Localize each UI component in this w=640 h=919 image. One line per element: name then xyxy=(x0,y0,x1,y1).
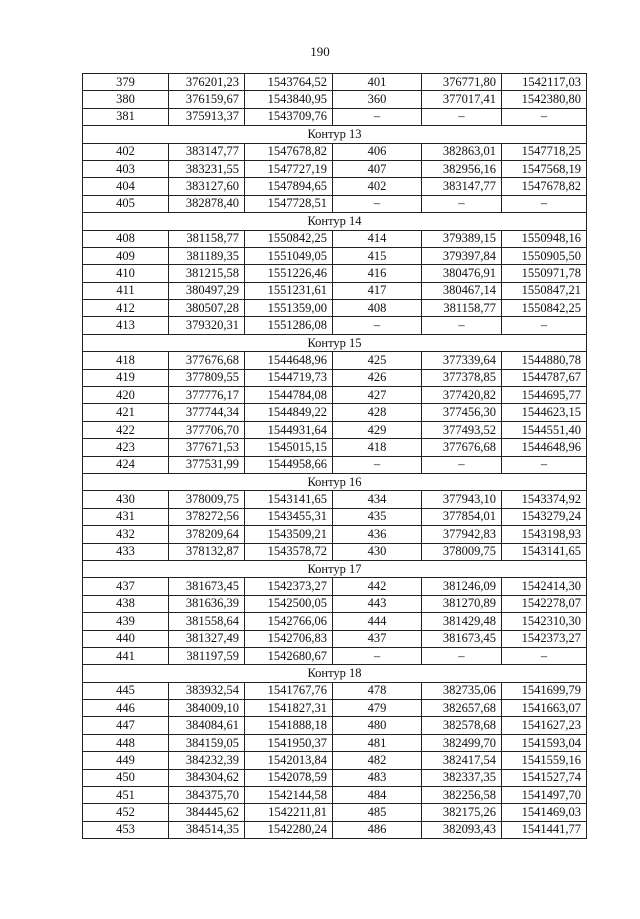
y-coordinate: 1542117,03 xyxy=(502,74,587,91)
point-number: 415 xyxy=(333,247,422,264)
table-row xyxy=(83,613,587,630)
x-coordinate: 378209,64 xyxy=(169,526,245,543)
point-number: 418 xyxy=(333,439,422,456)
x-coordinate: 382878,40 xyxy=(169,195,245,212)
y-coordinate: 1542013,84 xyxy=(245,752,333,769)
table-row xyxy=(83,108,587,125)
x-coordinate: 381636,39 xyxy=(169,595,245,612)
table-row xyxy=(83,247,587,264)
y-coordinate: 1541469,03 xyxy=(502,804,587,821)
table-row xyxy=(83,74,587,91)
x-coordinate: 383231,55 xyxy=(169,160,245,177)
y-coordinate: 1541767,76 xyxy=(245,682,333,699)
y-coordinate: 1543709,76 xyxy=(245,108,333,125)
point-number: 435 xyxy=(333,508,422,525)
y-coordinate: 1544695,77 xyxy=(502,387,587,404)
y-coordinate: 1544648,96 xyxy=(245,352,333,369)
table-row xyxy=(83,439,587,456)
point-number: 407 xyxy=(333,160,422,177)
contour-header: Контур 15 xyxy=(83,334,587,351)
table-row xyxy=(83,717,587,734)
point-number: 430 xyxy=(333,543,422,560)
contour-header-row xyxy=(83,473,587,490)
table-row xyxy=(83,456,587,473)
table-row xyxy=(83,508,587,525)
table-row xyxy=(83,421,587,438)
point-number: 440 xyxy=(83,630,169,647)
x-coordinate: 383127,60 xyxy=(169,178,245,195)
point-number: 485 xyxy=(333,804,422,821)
y-coordinate: 1541699,79 xyxy=(502,682,587,699)
x-coordinate: 384375,70 xyxy=(169,787,245,804)
y-coordinate: 1544623,15 xyxy=(502,404,587,421)
contour-header: Контур 13 xyxy=(83,126,587,143)
table-row xyxy=(83,282,587,299)
point-number: 444 xyxy=(333,613,422,630)
x-coordinate: – xyxy=(422,108,502,125)
table-row xyxy=(83,787,587,804)
x-coordinate: 384084,61 xyxy=(169,717,245,734)
table-row xyxy=(83,595,587,612)
point-number: 381 xyxy=(83,108,169,125)
y-coordinate: 1541441,77 xyxy=(502,821,587,838)
x-coordinate: 377017,41 xyxy=(422,91,502,108)
table-row xyxy=(83,821,587,838)
point-number: 430 xyxy=(83,491,169,508)
x-coordinate: 375913,37 xyxy=(169,108,245,125)
point-number: 445 xyxy=(83,682,169,699)
x-coordinate: 378009,75 xyxy=(169,491,245,508)
x-coordinate: 380507,28 xyxy=(169,300,245,317)
point-number: 448 xyxy=(83,734,169,751)
y-coordinate: 1547894,65 xyxy=(245,178,333,195)
y-coordinate: 1544931,64 xyxy=(245,421,333,438)
x-coordinate: 382578,68 xyxy=(422,717,502,734)
point-number: 437 xyxy=(83,578,169,595)
y-coordinate: 1542310,30 xyxy=(502,613,587,630)
y-coordinate: 1551359,00 xyxy=(245,300,333,317)
x-coordinate: 377676,68 xyxy=(169,352,245,369)
table-row xyxy=(83,404,587,421)
y-coordinate: 1544648,96 xyxy=(502,439,587,456)
x-coordinate: 384009,10 xyxy=(169,700,245,717)
table-row xyxy=(83,387,587,404)
x-coordinate: 377531,99 xyxy=(169,456,245,473)
y-coordinate: 1551049,05 xyxy=(245,247,333,264)
x-coordinate: 381429,48 xyxy=(422,613,502,630)
contour-header-row xyxy=(83,334,587,351)
x-coordinate: 383932,54 xyxy=(169,682,245,699)
contour-header-row xyxy=(83,665,587,682)
y-coordinate: – xyxy=(502,317,587,334)
contour-header: Контур 17 xyxy=(83,560,587,577)
table-row xyxy=(83,700,587,717)
x-coordinate: 382256,58 xyxy=(422,787,502,804)
point-number: 434 xyxy=(333,491,422,508)
point-number: 412 xyxy=(83,300,169,317)
point-number: 410 xyxy=(83,265,169,282)
x-coordinate: 381673,45 xyxy=(169,578,245,595)
x-coordinate: 377776,17 xyxy=(169,387,245,404)
table-row xyxy=(83,734,587,751)
point-number: 418 xyxy=(83,352,169,369)
point-number: 414 xyxy=(333,230,422,247)
y-coordinate: 1541888,18 xyxy=(245,717,333,734)
point-number: 402 xyxy=(83,143,169,160)
x-coordinate: 377493,52 xyxy=(422,421,502,438)
y-coordinate: 1544880,78 xyxy=(502,352,587,369)
point-number: 413 xyxy=(83,317,169,334)
y-coordinate: 1551231,61 xyxy=(245,282,333,299)
x-coordinate: 377339,64 xyxy=(422,352,502,369)
x-coordinate: 384514,35 xyxy=(169,821,245,838)
x-coordinate: 384159,05 xyxy=(169,734,245,751)
x-coordinate: – xyxy=(422,195,502,212)
x-coordinate: 377706,70 xyxy=(169,421,245,438)
y-coordinate: 1542706,83 xyxy=(245,630,333,647)
table-row xyxy=(83,265,587,282)
point-number: 443 xyxy=(333,595,422,612)
y-coordinate: 1542144,58 xyxy=(245,787,333,804)
contour-header-row xyxy=(83,213,587,230)
table-row xyxy=(83,630,587,647)
point-number: 438 xyxy=(83,595,169,612)
x-coordinate: 380476,91 xyxy=(422,265,502,282)
page-number: 190 xyxy=(310,44,330,59)
point-number: 449 xyxy=(83,752,169,769)
y-coordinate: 1542680,67 xyxy=(245,647,333,664)
point-number: 406 xyxy=(333,143,422,160)
x-coordinate: 382499,70 xyxy=(422,734,502,751)
point-number: 409 xyxy=(83,247,169,264)
y-coordinate: 1550971,78 xyxy=(502,265,587,282)
y-coordinate: 1547678,82 xyxy=(245,143,333,160)
y-coordinate: 1547568,19 xyxy=(502,160,587,177)
point-number: 416 xyxy=(333,265,422,282)
x-coordinate: 381197,59 xyxy=(169,647,245,664)
x-coordinate: 383147,77 xyxy=(169,143,245,160)
x-coordinate: 381558,64 xyxy=(169,613,245,630)
x-coordinate: 377943,10 xyxy=(422,491,502,508)
point-number: 442 xyxy=(333,578,422,595)
y-coordinate: 1543141,65 xyxy=(502,543,587,560)
y-coordinate: 1551286,08 xyxy=(245,317,333,334)
point-number: 439 xyxy=(83,613,169,630)
point-number: 447 xyxy=(83,717,169,734)
y-coordinate: 1550847,21 xyxy=(502,282,587,299)
table-row xyxy=(83,195,587,212)
x-coordinate: 384304,62 xyxy=(169,769,245,786)
y-coordinate: 1542500,05 xyxy=(245,595,333,612)
x-coordinate: 377809,55 xyxy=(169,369,245,386)
contour-header-row xyxy=(83,126,587,143)
x-coordinate: 382175,26 xyxy=(422,804,502,821)
point-number: 408 xyxy=(333,300,422,317)
y-coordinate: 1541497,70 xyxy=(502,787,587,804)
point-number: 427 xyxy=(333,387,422,404)
x-coordinate: 377676,68 xyxy=(422,439,502,456)
x-coordinate: 382735,06 xyxy=(422,682,502,699)
x-coordinate: 384232,39 xyxy=(169,752,245,769)
point-number: 450 xyxy=(83,769,169,786)
point-number: 479 xyxy=(333,700,422,717)
y-coordinate: 1543840,95 xyxy=(245,91,333,108)
y-coordinate: – xyxy=(502,456,587,473)
point-number: 405 xyxy=(83,195,169,212)
y-coordinate: 1543509,21 xyxy=(245,526,333,543)
point-number: 402 xyxy=(333,178,422,195)
point-number: 419 xyxy=(83,369,169,386)
point-number: 404 xyxy=(83,178,169,195)
x-coordinate: 383147,77 xyxy=(422,178,502,195)
table-row xyxy=(83,300,587,317)
x-coordinate: – xyxy=(422,456,502,473)
point-number: 481 xyxy=(333,734,422,751)
y-coordinate: 1547727,19 xyxy=(245,160,333,177)
y-coordinate: 1542078,59 xyxy=(245,769,333,786)
x-coordinate: 377744,34 xyxy=(169,404,245,421)
y-coordinate: 1543198,93 xyxy=(502,526,587,543)
y-coordinate: 1550905,50 xyxy=(502,247,587,264)
point-number: 429 xyxy=(333,421,422,438)
x-coordinate: 382417,54 xyxy=(422,752,502,769)
y-coordinate: 1544784,08 xyxy=(245,387,333,404)
point-number: 486 xyxy=(333,821,422,838)
coordinates-table xyxy=(82,73,587,839)
point-number: 422 xyxy=(83,421,169,438)
point-number: 483 xyxy=(333,769,422,786)
x-coordinate: 377942,83 xyxy=(422,526,502,543)
y-coordinate: 1541593,04 xyxy=(502,734,587,751)
x-coordinate: 377456,30 xyxy=(422,404,502,421)
y-coordinate: 1543374,92 xyxy=(502,491,587,508)
point-number: – xyxy=(333,317,422,334)
y-coordinate: 1544958,66 xyxy=(245,456,333,473)
x-coordinate: 379389,15 xyxy=(422,230,502,247)
table-row xyxy=(83,769,587,786)
x-coordinate: 382863,01 xyxy=(422,143,502,160)
x-coordinate: 384445,62 xyxy=(169,804,245,821)
table-row xyxy=(83,160,587,177)
point-number: 432 xyxy=(83,526,169,543)
x-coordinate: 382657,68 xyxy=(422,700,502,717)
x-coordinate: 376159,67 xyxy=(169,91,245,108)
point-number: – xyxy=(333,195,422,212)
y-coordinate: 1543764,52 xyxy=(245,74,333,91)
y-coordinate: 1541663,07 xyxy=(502,700,587,717)
x-coordinate: 381158,77 xyxy=(169,230,245,247)
y-coordinate: – xyxy=(502,195,587,212)
x-coordinate: 381189,35 xyxy=(169,247,245,264)
y-coordinate: – xyxy=(502,108,587,125)
point-number: – xyxy=(333,647,422,664)
point-number: 423 xyxy=(83,439,169,456)
point-number: 424 xyxy=(83,456,169,473)
point-number: 451 xyxy=(83,787,169,804)
x-coordinate: 380467,14 xyxy=(422,282,502,299)
y-coordinate: 1543578,72 xyxy=(245,543,333,560)
y-coordinate: 1541527,74 xyxy=(502,769,587,786)
point-number: 420 xyxy=(83,387,169,404)
point-number: 380 xyxy=(83,91,169,108)
table-row xyxy=(83,647,587,664)
x-coordinate: – xyxy=(422,647,502,664)
y-coordinate: 1550842,25 xyxy=(245,230,333,247)
y-coordinate: 1542766,06 xyxy=(245,613,333,630)
point-number: 408 xyxy=(83,230,169,247)
contour-header: Контур 16 xyxy=(83,473,587,490)
x-coordinate: 377378,85 xyxy=(422,369,502,386)
x-coordinate: 376201,23 xyxy=(169,74,245,91)
table-row xyxy=(83,804,587,821)
y-coordinate: 1543279,24 xyxy=(502,508,587,525)
y-coordinate: 1543455,31 xyxy=(245,508,333,525)
x-coordinate: – xyxy=(422,317,502,334)
table-row xyxy=(83,369,587,386)
point-number: – xyxy=(333,456,422,473)
x-coordinate: 378272,56 xyxy=(169,508,245,525)
y-coordinate: 1545015,15 xyxy=(245,439,333,456)
point-number: 436 xyxy=(333,526,422,543)
y-coordinate: 1544849,22 xyxy=(245,404,333,421)
x-coordinate: 378009,75 xyxy=(422,543,502,560)
y-coordinate: – xyxy=(502,647,587,664)
y-coordinate: 1541559,16 xyxy=(502,752,587,769)
y-coordinate: 1544551,40 xyxy=(502,421,587,438)
table-row xyxy=(83,543,587,560)
point-number: 441 xyxy=(83,647,169,664)
point-number: 421 xyxy=(83,404,169,421)
x-coordinate: 377420,82 xyxy=(422,387,502,404)
point-number: 417 xyxy=(333,282,422,299)
y-coordinate: 1542211,81 xyxy=(245,804,333,821)
y-coordinate: 1550842,25 xyxy=(502,300,587,317)
point-number: 411 xyxy=(83,282,169,299)
point-number: 437 xyxy=(333,630,422,647)
y-coordinate: 1542280,24 xyxy=(245,821,333,838)
point-number: 403 xyxy=(83,160,169,177)
table-row xyxy=(83,352,587,369)
x-coordinate: 381270,89 xyxy=(422,595,502,612)
y-coordinate: 1544787,67 xyxy=(502,369,587,386)
x-coordinate: 377854,01 xyxy=(422,508,502,525)
x-coordinate: 381158,77 xyxy=(422,300,502,317)
point-number: 478 xyxy=(333,682,422,699)
y-coordinate: 1547728,51 xyxy=(245,195,333,212)
x-coordinate: 379397,84 xyxy=(422,247,502,264)
y-coordinate: 1550948,16 xyxy=(502,230,587,247)
x-coordinate: 378132,87 xyxy=(169,543,245,560)
x-coordinate: 382093,43 xyxy=(422,821,502,838)
x-coordinate: 376771,80 xyxy=(422,74,502,91)
point-number: – xyxy=(333,108,422,125)
point-number: 433 xyxy=(83,543,169,560)
point-number: 446 xyxy=(83,700,169,717)
contour-header: Контур 18 xyxy=(83,665,587,682)
table-row xyxy=(83,230,587,247)
point-number: 482 xyxy=(333,752,422,769)
table-row xyxy=(83,491,587,508)
x-coordinate: 381246,09 xyxy=(422,578,502,595)
y-coordinate: 1542373,27 xyxy=(502,630,587,647)
y-coordinate: 1547718,25 xyxy=(502,143,587,160)
y-coordinate: 1542373,27 xyxy=(245,578,333,595)
point-number: 452 xyxy=(83,804,169,821)
x-coordinate: 379320,31 xyxy=(169,317,245,334)
table-row xyxy=(83,91,587,108)
y-coordinate: 1547678,82 xyxy=(502,178,587,195)
point-number: 425 xyxy=(333,352,422,369)
point-number: 426 xyxy=(333,369,422,386)
x-coordinate: 382337,35 xyxy=(422,769,502,786)
point-number: 431 xyxy=(83,508,169,525)
x-coordinate: 382956,16 xyxy=(422,160,502,177)
y-coordinate: 1542278,07 xyxy=(502,595,587,612)
y-coordinate: 1543141,65 xyxy=(245,491,333,508)
y-coordinate: 1551226,46 xyxy=(245,265,333,282)
table-row xyxy=(83,682,587,699)
point-number: 480 xyxy=(333,717,422,734)
table-row xyxy=(83,578,587,595)
y-coordinate: 1541827,31 xyxy=(245,700,333,717)
x-coordinate: 381215,58 xyxy=(169,265,245,282)
x-coordinate: 381673,45 xyxy=(422,630,502,647)
point-number: 360 xyxy=(333,91,422,108)
point-number: 428 xyxy=(333,404,422,421)
table-row xyxy=(83,178,587,195)
y-coordinate: 1541950,37 xyxy=(245,734,333,751)
y-coordinate: 1542380,80 xyxy=(502,91,587,108)
x-coordinate: 380497,29 xyxy=(169,282,245,299)
contour-header: Контур 14 xyxy=(83,213,587,230)
x-coordinate: 377671,53 xyxy=(169,439,245,456)
point-number: 379 xyxy=(83,74,169,91)
y-coordinate: 1541627,23 xyxy=(502,717,587,734)
x-coordinate: 381327,49 xyxy=(169,630,245,647)
y-coordinate: 1544719,73 xyxy=(245,369,333,386)
table-row xyxy=(83,526,587,543)
y-coordinate: 1542414,30 xyxy=(502,578,587,595)
point-number: 484 xyxy=(333,787,422,804)
table-row xyxy=(83,752,587,769)
table-row xyxy=(83,143,587,160)
point-number: 453 xyxy=(83,821,169,838)
table-row xyxy=(83,317,587,334)
point-number: 401 xyxy=(333,74,422,91)
contour-header-row xyxy=(83,560,587,577)
